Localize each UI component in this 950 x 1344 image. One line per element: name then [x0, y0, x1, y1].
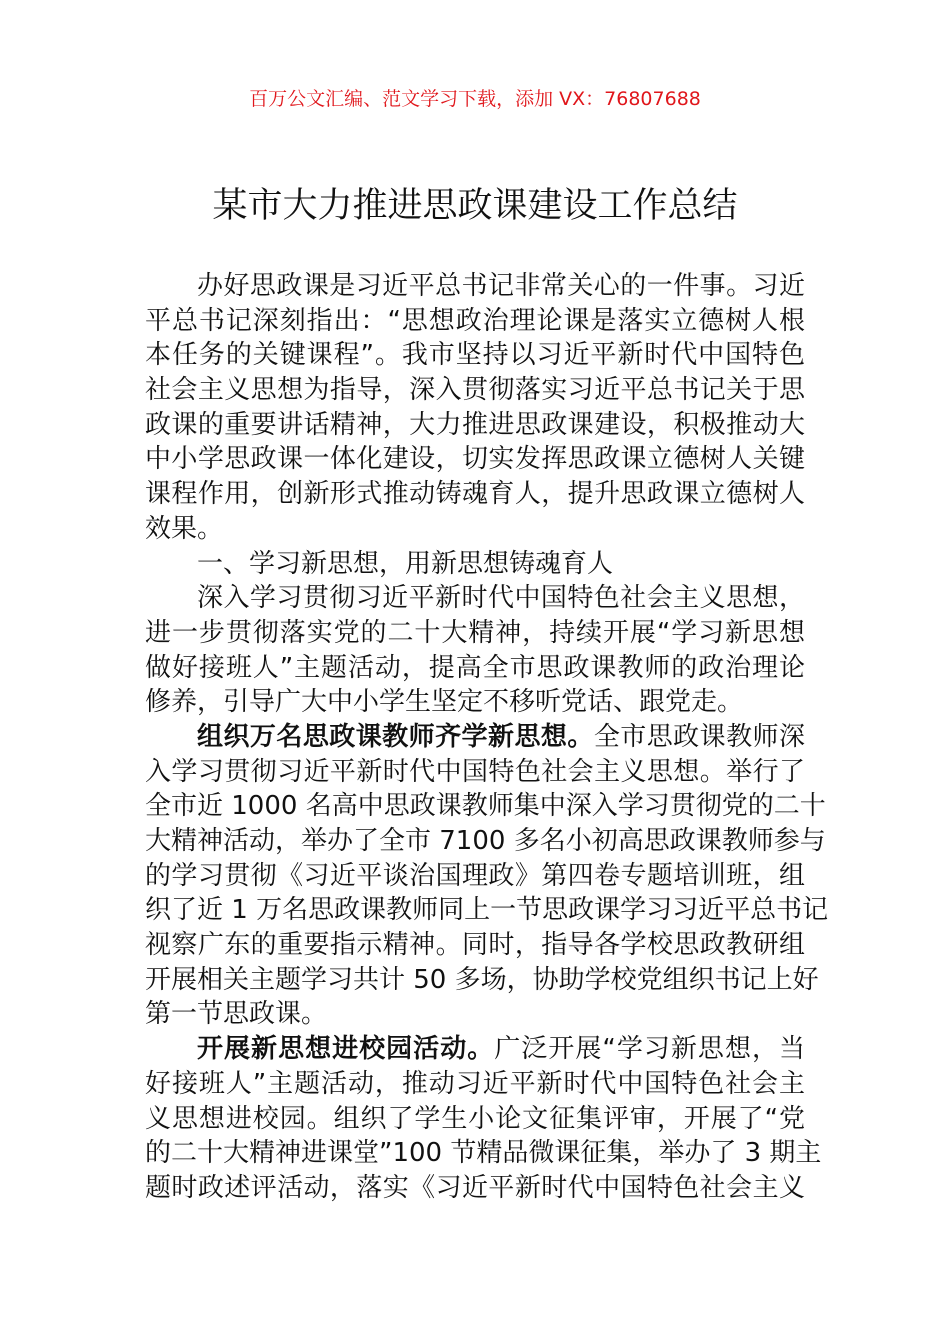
text-line: [145, 1136, 822, 1171]
text-line: [145, 1171, 805, 1206]
text-line: [145, 685, 805, 720]
text-line: [145, 616, 805, 651]
line-text: 广泛开展“学习新思想，当: [494, 1034, 805, 1065]
text-line: [145, 338, 805, 373]
text-line: [145, 928, 805, 963]
text-line: [145, 824, 826, 859]
line-text: 题时政述评活动，落实《习近平新时代中国特色社会主义: [145, 1172, 805, 1203]
line-text: 织了近 1 万名思政课教师同上一节思政课学习习近平总书记: [145, 895, 829, 926]
line-text: 的二十大精神进课堂”100 节精品微课征集，举办了 3 期主: [145, 1138, 822, 1169]
line-text: 平总书记深刻指出：“思想政治理论课是落实立德树人根: [145, 305, 805, 336]
text-line: [145, 304, 805, 339]
text-line: [145, 408, 805, 443]
bold-lead: 组织万名思政课教师齐学新思想。: [197, 721, 594, 752]
paragraph: [145, 581, 805, 720]
text-line: [145, 1067, 805, 1102]
line-text: 全市近 1000 名高中思政课教师集中深入学习贯彻党的二十: [145, 791, 826, 822]
paragraph: [145, 269, 805, 547]
text-line: [145, 269, 805, 304]
text-line: [145, 963, 819, 998]
text-line: [145, 859, 805, 894]
line-text: 深入学习贯彻习近平新时代中国特色社会主义思想，: [197, 583, 805, 614]
line-text: 课程作用，创新形式推动铸魂育人，提升思政课立德树人: [145, 479, 805, 510]
line-text: 义思想进校园。组织了学生小论文征集评审，开展了“党: [145, 1103, 805, 1134]
line-text: 入学习贯彻习近平新时代中国特色社会主义思想。举行了: [145, 756, 805, 787]
line-text: 开展相关主题学习共计 50 多场，协助学校党组织书记上好: [145, 964, 819, 995]
line-text: 办好思政课是习近平总书记非常关心的一件事。习近: [197, 271, 805, 301]
line-text: 本任务的关键课程”。我市坚持以习近平新时代中国特色: [145, 340, 805, 371]
text-line: [145, 442, 805, 477]
paragraph: [145, 1032, 822, 1205]
header-banner: 百万公文汇编、范文学习下载，添加 VX：76807688: [249, 88, 701, 110]
line-text: 的学习贯彻《习近平谈治国理政》第四卷专题培训班，组: [145, 860, 805, 891]
line-text: 效果。: [145, 513, 224, 544]
text-line: [145, 547, 805, 582]
line-text: 修养，引导广大中小学生坚定不移听党话、跟党走。: [145, 687, 744, 718]
line-text: 大精神活动，举办了全市 7100 多名小初高思政课教师参与: [145, 826, 826, 856]
line-text: 社会主义思想为指导，深入贯彻落实习近平总书记关于思: [145, 375, 805, 406]
line-text: 做好接班人”主题活动，提高全市思政课教师的政治理论: [145, 652, 805, 683]
text-line: [145, 893, 829, 928]
text-line: [145, 651, 805, 686]
line-text: 全市思政课教师深: [593, 721, 805, 752]
line-text: 政课的重要讲话精神，大力推进思政课建设，积极推动大: [145, 409, 805, 440]
line-text: 好接班人”主题活动，推动习近平新时代中国特色社会主: [145, 1068, 805, 1099]
line-text: 一、学习新思想，用新思想铸魂育人: [197, 548, 614, 579]
text-line: [145, 997, 805, 1032]
line-text: 中小学思政课一体化建设，切实发挥思政课立德树人关键: [145, 444, 805, 475]
paragraph: [145, 720, 829, 1032]
section-heading: [145, 547, 805, 582]
line-text: 第一节思政课。: [145, 999, 328, 1030]
document-title: 某市大力推进思政课建设工作总结: [212, 186, 738, 226]
text-line: [145, 477, 805, 512]
text-line: [145, 789, 826, 824]
text-line: [145, 1032, 805, 1067]
text-line: [145, 512, 805, 547]
text-line: [145, 755, 805, 790]
text-line: [145, 581, 805, 616]
line-text: 视察广东的重要指示精神。同时，指导各学校思政教研组: [145, 930, 805, 961]
line-text: 进一步贯彻落实党的二十大精神，持续开展“学习新思想: [145, 617, 805, 648]
bold-lead: 开展新思想进校园活动。: [197, 1034, 495, 1065]
text-line: [145, 373, 805, 408]
document-body: [145, 269, 829, 1206]
text-line: [145, 1102, 805, 1137]
text-line: [145, 720, 805, 755]
